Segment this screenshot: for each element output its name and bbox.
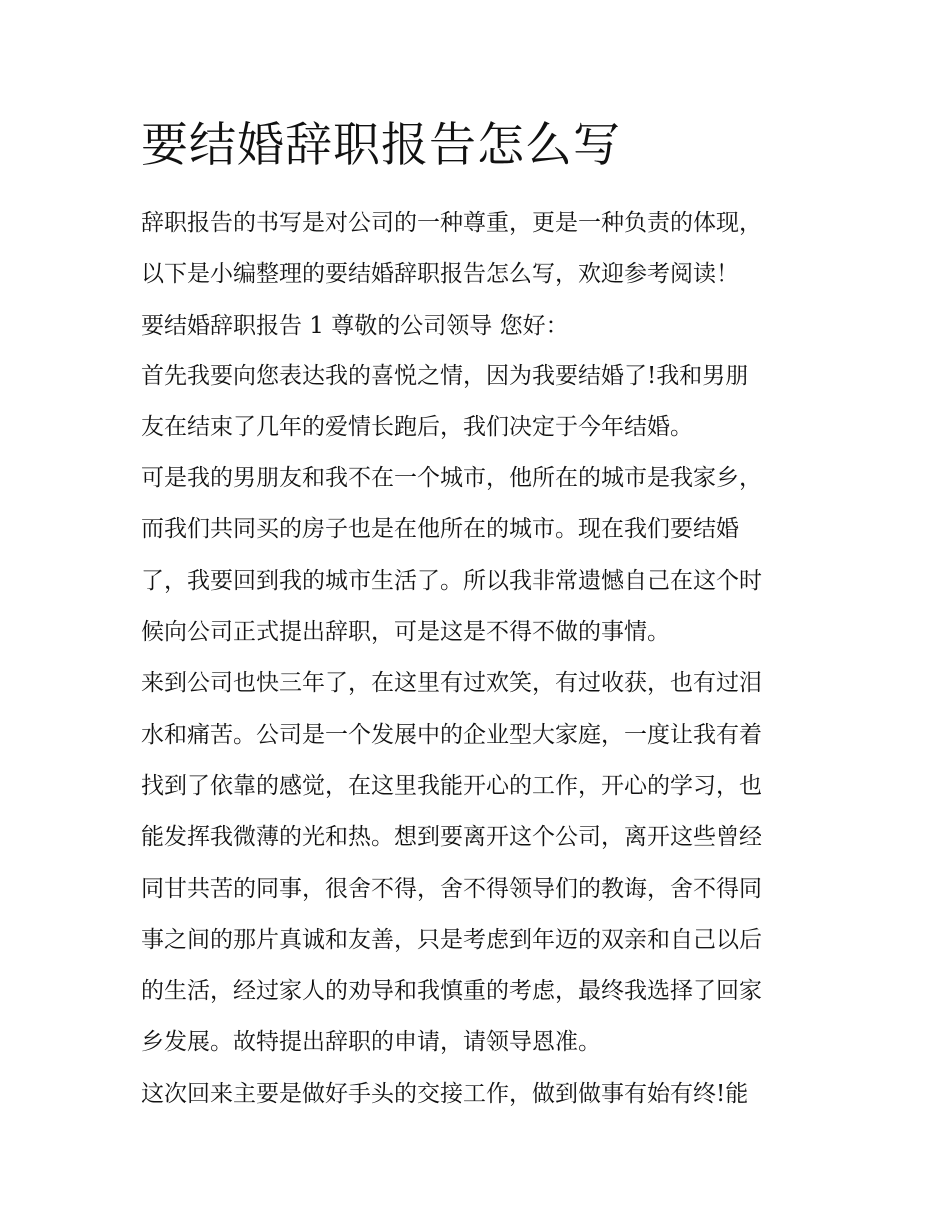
body-line: 来到公司也快三年了，在这里有过欢笑，有过收获，也有过泪 [141,670,762,697]
body-line: 而我们共同买的房子也是在他所在的城市。现在我们要结婚 [141,516,739,543]
body-line: 友在结束了几年的爱情长跑后，我们决定于今年结婚。 [141,413,693,440]
body-line: 能发挥我微薄的光和热。想到要离开这个公司，离开这些曾经 [141,824,762,851]
body-line: 辞职报告的书写是对公司的一种尊重，更是一种负责的体现， [141,210,762,236]
body-line: 找到了依靠的感觉，在这里我能开心的工作，开心的学习，也 [141,772,762,799]
body-line: 首先我要向您表达我的喜悦之情，因为我要结婚了!我和男朋 [141,362,749,389]
body-line: 了，我要回到我的城市生活了。所以我非常遗憾自己在这个时 [141,567,762,594]
body-line: 以下是小编整理的要结婚辞职报告怎么写，欢迎参考阅读！ [141,261,739,288]
body-line: 乡发展。故特提出辞职的申请，请领导恩准。 [141,1029,601,1056]
body-line: 事之间的那片真诚和友善，只是考虑到年迈的双亲和自己以后 [141,926,762,953]
body-line: 的生活，经过家人的劝导和我慎重的考虑，最终我选择了回家 [141,978,762,1005]
document-body [141,198,821,1120]
body-line: 候向公司正式提出辞职，可是这是不得不做的事情。 [141,619,670,646]
body-line: 可是我的男朋友和我不在一个城市，他所在的城市是我家乡， [141,465,762,492]
body-line: 要结婚辞职报告 1 尊敬的公司领导 您好： [141,312,569,339]
document-title: 要结婚辞职报告怎么写 [141,118,621,173]
body-line: 水和痛苦。公司是一个发展中的企业型大家庭，一度让我有着 [141,721,762,748]
body-line: 这次回来主要是做好手头的交接工作，做到做事有始有终!能 [141,1080,749,1107]
body-line: 同甘共苦的同事，很舍不得，舍不得领导们的教诲，舍不得同 [141,875,762,902]
